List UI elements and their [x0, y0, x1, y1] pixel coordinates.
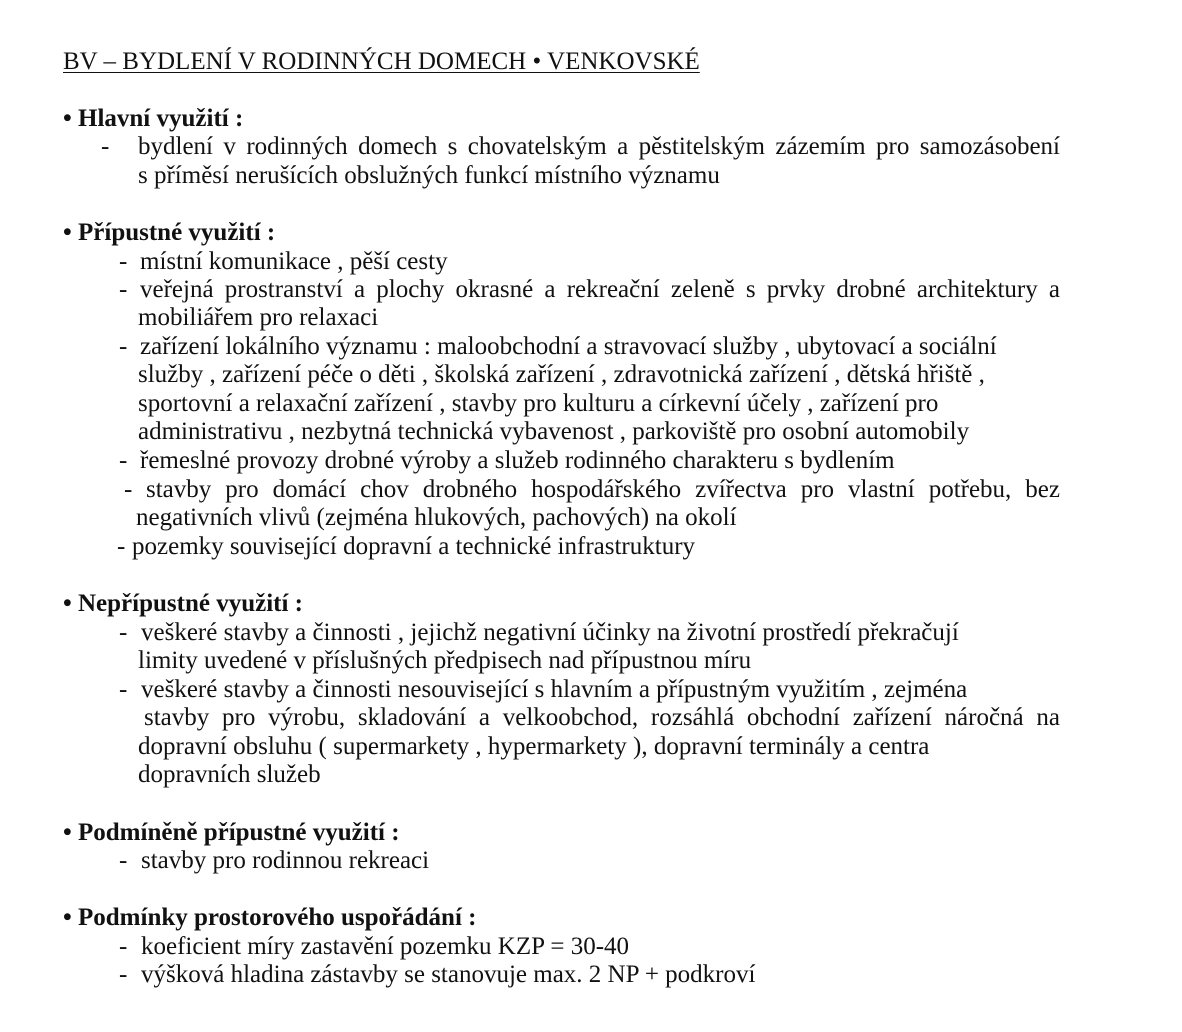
list-item-marker: - — [119, 248, 128, 275]
document-title: BV – BYDLENÍ V RODINNÝCH DOMECH • VENKOVSKÉ — [63, 48, 700, 75]
list-item-text: stavby pro rodinnou rekreaci — [141, 847, 430, 874]
list-item-marker: - — [101, 133, 110, 160]
section-heading: • Nepřípustné využití : — [63, 590, 304, 617]
list-item-text: veškeré stavby a činnosti nesouvisející s hlavním a přípustným využitím , zejména — [141, 676, 968, 703]
list-item-text: výšková hladina zástavby se stanovuje max. 2 NP + podkroví — [141, 961, 756, 988]
list-item-text: s příměsí nerušících obslužných funkcí místního významu — [138, 162, 720, 189]
list-item-text: pozemky související dopravní a technické infrastruktury — [132, 533, 696, 560]
list-item-marker: - — [119, 961, 128, 988]
list-item-text: dopravní obsluhu ( supermarkety , hypermarkety ), dopravní terminály a centra — [138, 733, 930, 760]
list-item-text: řemeslné provozy drobné výroby a služeb rodinného charakteru s bydlením — [140, 447, 895, 474]
list-item-marker: - — [119, 676, 128, 703]
list-item-text: místní komunikace , pěší cesty — [140, 248, 448, 275]
list-item-text: dopravních služeb — [138, 761, 321, 788]
list-item-marker: - — [124, 476, 133, 503]
list-item-marker: - — [119, 447, 128, 474]
section-heading: • Podmíněně přípustné využití : — [63, 819, 400, 846]
list-item-text: sportovní a relaxační zařízení , stavby pro kulturu a církevní účely , zařízení pro — [138, 390, 939, 417]
section-heading: • Podmínky prostorového uspořádání : — [63, 904, 477, 931]
section-heading: • Přípustné využití : — [63, 219, 276, 246]
list-item-text: administrativu , nezbytná technická vybavenost , parkoviště pro osobní automobily — [138, 418, 970, 445]
list-item-text: negativních vlivů (zejména hlukových, pachových) na okolí — [136, 504, 737, 531]
list-item-text: limity uvedené v příslušných předpisech nad přípustnou míru — [138, 647, 752, 674]
list-item-text: služby , zařízení péče o děti , školská zařízení , zdravotnická zařízení , dětská hřiště , — [138, 361, 985, 388]
list-item-text: koeficient míry zastavění pozemku KZP = 30-40 — [141, 933, 630, 960]
list-item-text: mobiliářem pro relaxaci — [138, 304, 379, 331]
list-item-text: zařízení lokálního významu : maloobchodní a stravovací služby , ubytovací a sociální — [140, 333, 997, 360]
list-item-marker: - — [119, 276, 128, 303]
list-item-text: bydlení v rodinných domech s chovatelským a pěstitelským zázemím pro samozásobení — [138, 133, 1060, 160]
section-heading: • Hlavní využití : — [63, 105, 244, 132]
list-item-marker: - — [119, 847, 128, 874]
list-item-marker: - — [117, 533, 126, 560]
list-item-text: stavby pro výrobu, skladování a velkoobchod, rozsáhlá obchodní zařízení náročná na — [144, 704, 1060, 731]
list-item-text: stavby pro domácí chov drobného hospodářského zvířectva pro vlastní potřebu, bez — [146, 476, 1060, 503]
list-item-marker: - — [119, 619, 128, 646]
list-item-marker: - — [119, 933, 128, 960]
list-item-text: veškeré stavby a činnosti , jejichž negativní účinky na životní prostředí překračují — [141, 619, 959, 646]
list-item-marker: - — [119, 333, 128, 360]
list-item-text: veřejná prostranství a plochy okrasné a rekreační zeleně s prvky drobné architektury a — [140, 276, 1060, 303]
